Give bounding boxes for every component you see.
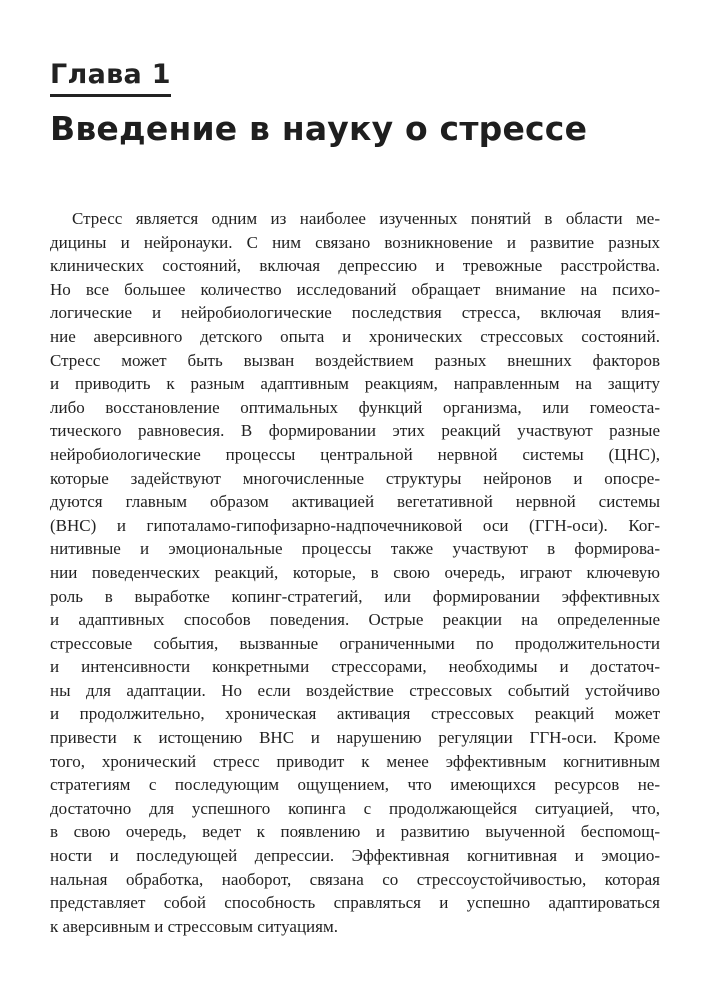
text-line: ности и последующей депрессии. Эффективная когнитивная и эмоцио-: [50, 846, 660, 866]
text-line: стрессовые события, вызванные ограниченными по продолжительности: [50, 633, 660, 653]
text-line: ние аверсивного детского опыта и хронических стрессовых состояний.: [50, 326, 660, 346]
chapter-title: Введение в науку о стрессе: [50, 109, 588, 148]
text-line: того, хронический стресс приводит к менее эффективным когнитивным: [50, 751, 660, 771]
text-line: либо восстановление оптимальных функций организма, или гомеоста-: [50, 397, 660, 417]
text-line: логические и нейробиологические последствия стресса, включая влия-: [50, 303, 660, 323]
text-line: и приводить к разным адаптивным реакциям, направленным на защиту: [50, 374, 660, 394]
text-line: и интенсивности конкретными стрессорами, необходимы и достаточ-: [50, 657, 660, 677]
text-line: и адаптивных способов поведения. Острые реакции на определенные: [50, 610, 660, 630]
text-line: роль в выработке копинг-стратегий, или формировании эффективных: [50, 586, 660, 606]
text-line: и продолжительно, хроническая активация стрессовых реакций может: [50, 704, 660, 724]
text-line: достаточно для успешного копинга с продолжающейся ситуацией, что,: [50, 798, 660, 818]
chapter-label: Глава 1: [50, 58, 171, 97]
text-line: Стресс является одним из наиболее изученных понятий в области ме-: [72, 209, 660, 228]
text-line: нальная обработка, наоборот, связана со стрессоустойчивостью, которая: [50, 869, 660, 889]
text-line: нии поведенческих реакций, которые, в свою очередь, играют ключевую: [50, 562, 660, 582]
text-line: которые задействуют многочисленные структуры нейронов и опосре-: [50, 468, 660, 488]
text-line: Стресс может быть вызван воздействием разных внешних факторов: [50, 350, 660, 370]
text-line: дуются главным образом активацией вегетативной нервной системы: [50, 492, 660, 512]
text-line: нейробиологические процессы центральной нервной системы (ЦНС),: [50, 444, 660, 464]
text-line: в свою очередь, ведет к появлению и развитию выученной беспомощ-: [50, 822, 660, 842]
text-line: к аверсивным и стрессовым ситуациям.: [50, 916, 338, 936]
text-line: нитивные и эмоциональные процессы также участвуют в формирова-: [50, 539, 660, 559]
text-line: (ВНС) и гипоталамо-гипофизарно-надпочечниковой оси (ГГН-оси). Ког-: [50, 515, 660, 535]
text-line: представляет собой способность справляться и успешно адаптироваться: [50, 893, 660, 913]
text-line: дицины и нейронауки. С ним связано возникновение и развитие разных: [50, 232, 660, 252]
text-line: привести к истощению ВНС и нарушению регуляции ГГН-оси. Кроме: [50, 728, 660, 748]
text-line: стратегиям с последующим ощущением, что имеющихся ресурсов не-: [50, 775, 660, 795]
text-line: тического равновесия. В формировании этих реакций участвуют разные: [50, 421, 660, 441]
text-line: клинических состояний, включая депрессию и тревожные расстройства.: [50, 256, 660, 276]
text-line: Но все большее количество исследований обращает внимание на психо-: [50, 279, 660, 299]
body-paragraph: [50, 207, 660, 938]
text-line: ны для адаптации. Но если воздействие стрессовых событий устойчиво: [50, 680, 660, 700]
